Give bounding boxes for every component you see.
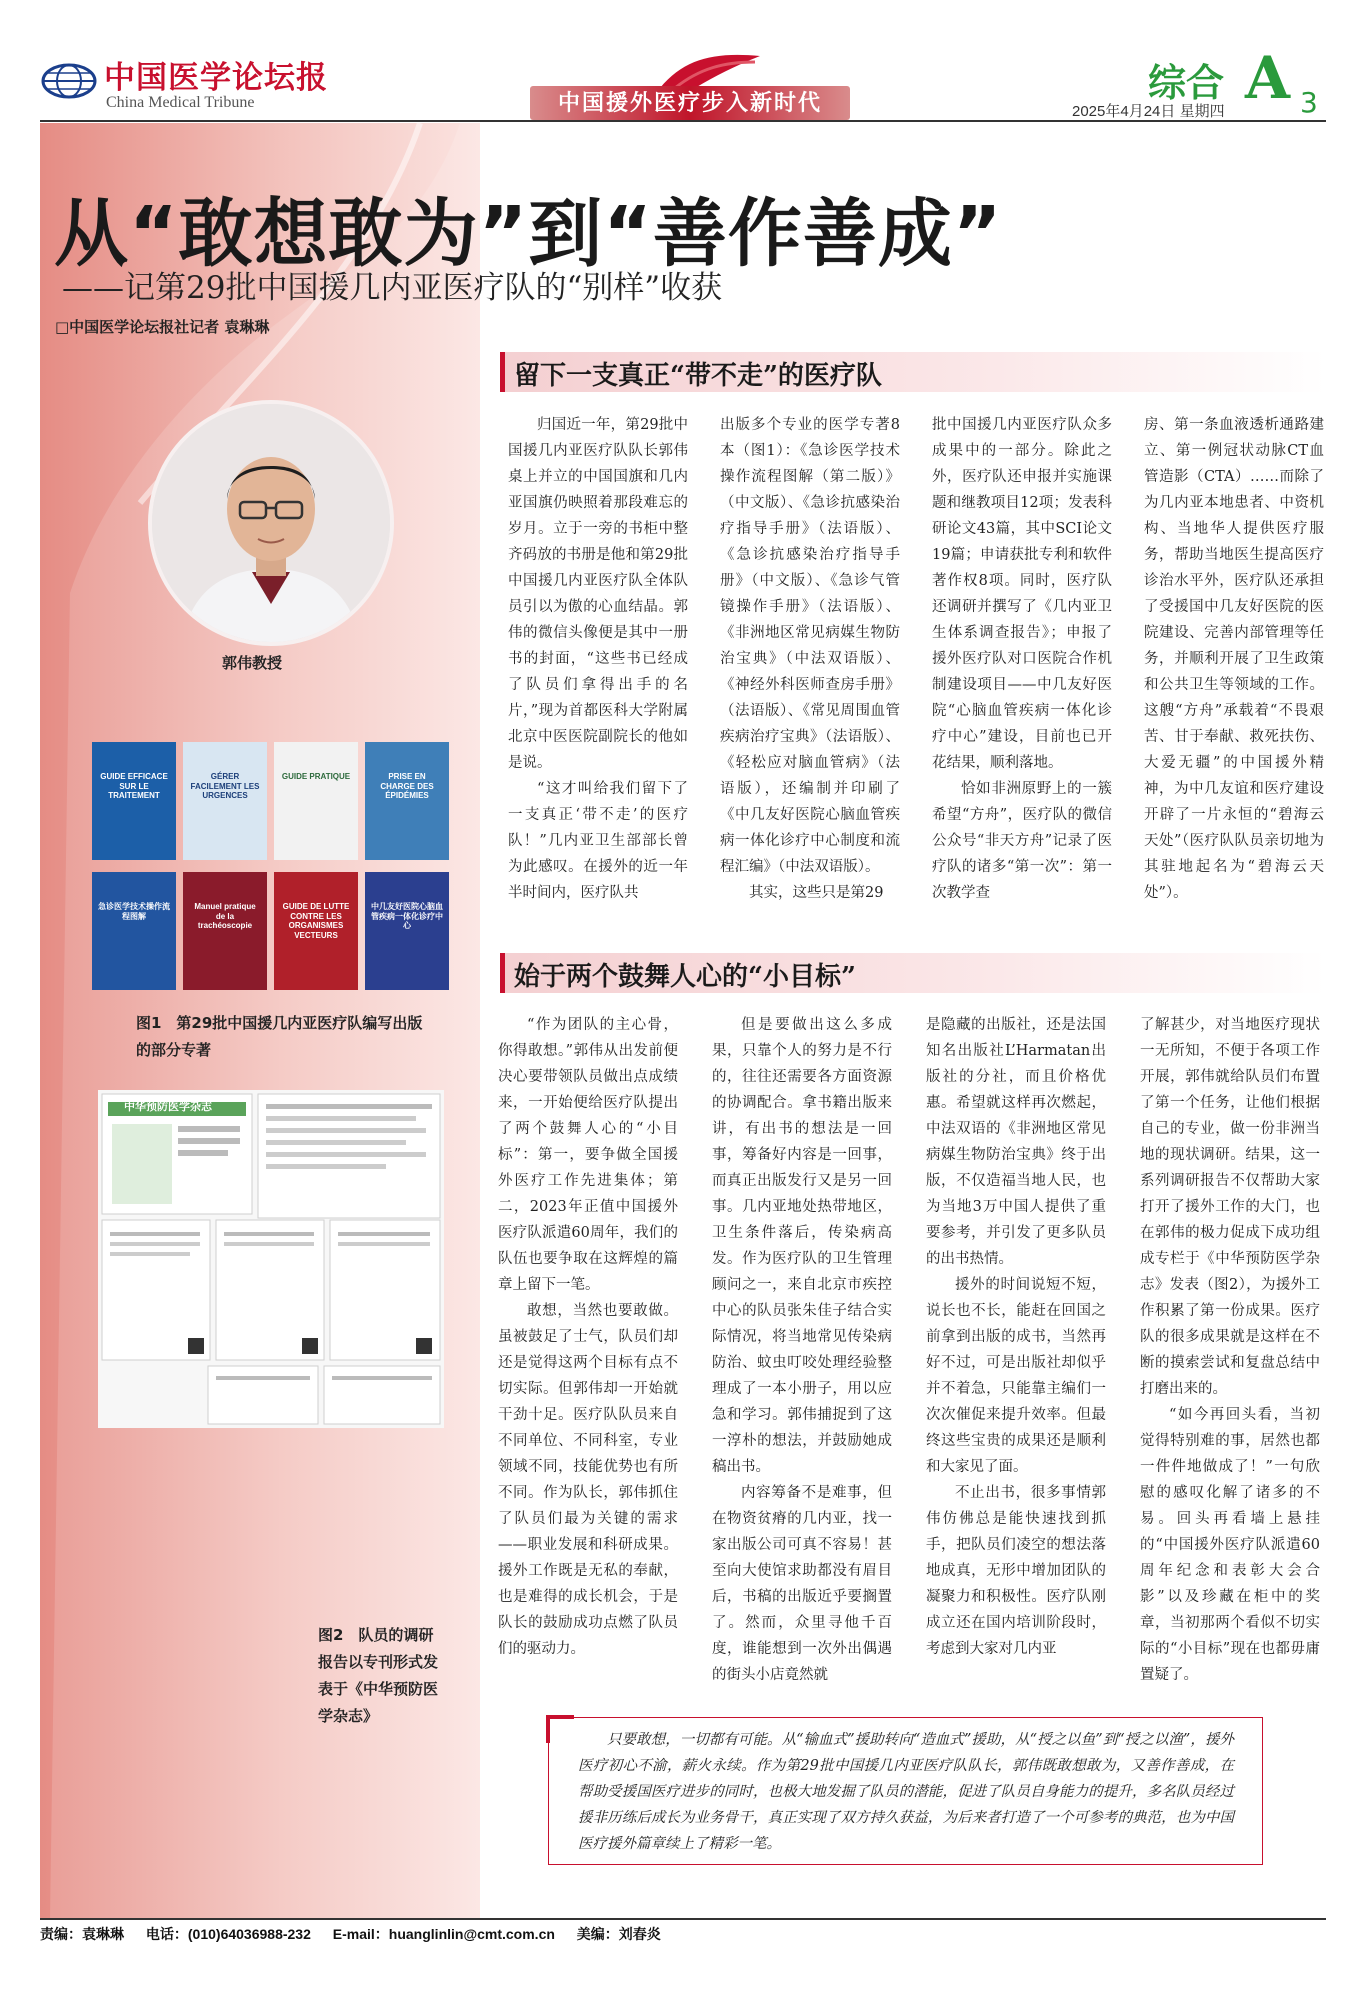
subtitle: ——记第29批中国援几内亚医疗队的“别样”收获 <box>62 270 723 306</box>
paragraph: 敢想，当然也要敢做。虽被鼓足了士气，队员们却还是觉得这两个目标有点不切实际。但郭伟却一开始就干劲十足。医疗队队员来自不同单位、不同科室，专业领域不同，技能优势也有所不同。作为队长，郭伟抓住了队员们最为关键的需求——职业发展和科研成果。援外工作既是无私的奉献，也是难得的成长机会，于是队长的鼓励成功点燃了队员们的驱动力。 <box>498 1303 678 1657</box>
book-cover: GUIDE EFFICACE SUR LE TRAITEMENT <box>92 742 176 860</box>
page-letter: A <box>1245 44 1291 112</box>
quote-corner-ornament <box>546 1715 574 1743</box>
paragraph: 但是要做出这么多成果，只靠个人的努力是不行的，往往还需要各方面资源的协调配合。拿书籍出版来讲，有出书的想法是一回事，筹备好内容是一回事，而真正出版发行又是另一回事。几内亚地处热带地区，卫生条件落后，传染病高发。作为医疗队的卫生管理顾问之一，来自北京市疾控中心的队员张朱佳子结合实际情况，将当地常见传染病防治、蚊虫叮咬处理经验整理成了一本小册子，用以应急和学习。郭伟捕捉到了这一淳朴的想法，并鼓励她成稿出书。 <box>712 1017 892 1475</box>
paragraph: 不止出书，很多事情郭伟仿佛总是能快速找到抓手，把队员们凌空的想法落地成真，无形中增加团队的凝聚力和积极性。医疗队刚成立还在国内培训阶段时，考虑到大家对几内亚 <box>926 1485 1106 1657</box>
header-divider <box>40 120 1326 122</box>
book-cover: GUIDE PRATIQUE <box>274 742 358 860</box>
footer-divider <box>40 1918 1326 1920</box>
book-cover: GÉRER FACILEMENT LES URGENCES <box>183 742 267 860</box>
book-cover: GUIDE DE LUTTE CONTRE LES ORGANISMES VECTEURS <box>274 872 358 990</box>
book-cover: 急诊医学技术操作流程图解 <box>92 872 176 990</box>
masthead-logo-en: China Medical Tribune <box>106 94 255 111</box>
paragraph: 恰如非洲原野上的一簇希望“方舟”，医疗队的微信公众号“非天方舟”记录了医疗队的诸多“第一次”：第一次教学查 <box>932 781 1112 901</box>
headline: 从“敢想敢为”到“善作善成” <box>54 191 1003 277</box>
section2-heading-text: 始于两个鼓舞人心的“小目标” <box>514 962 856 992</box>
closing-quote-text: 只要敢想，一切都有可能。从“输血式”援助转向“造血式”援助，从“授之以鱼”到“授之以渔”，援外医疗初心不渝，薪火永续。作为第29批中国援几内亚医疗队队长，郭伟既敢想敢为，又善作善成，在帮助受援国医疗进步的同时，也极大地发掘了队员的潜能，促进了队员自身能力的提升，多名队员经过援非历练后成长为业务骨干，真正实现了双方持久获益，为后来者打造了一个可参考的典范，也为中国医疗援外篇章续上了精彩一笔。 <box>578 1732 1234 1852</box>
footer <box>40 1924 679 1944</box>
paragraph: 归国近一年，第29批中国援几内亚医疗队队长郭伟桌上并立的中国国旗和几内亚国旗仍映照着那段难忘的岁月。立于一旁的书柜中整齐码放的书册是他和第29批中国援几内亚医疗队全体队员引以为傲的心血结晶。郭伟的微信头像便是其中一册书的封面，“这些书已经成了队员们拿得出手的名片，”现为首都医科大学附属北京中医医院副院长的他如是说。 <box>508 417 688 771</box>
section2-heading-bar <box>500 953 505 993</box>
paragraph: 其实，这些只是第29 <box>749 885 884 901</box>
figure2-journal-title: 中华预防医学杂志 <box>124 1100 212 1113</box>
section1-heading-bar <box>500 352 505 392</box>
portrait-person-icon <box>152 404 390 642</box>
paragraph: “作为团队的主心骨，你得敢想。”郭伟从出发前便决心要带领队员做出点成绩来，一开始便给医疗队提出了两个鼓舞人心的“小目标”：第一，要争做全国援外医疗工作先进集体；第二，2023年正值中国援外医疗队派遣60周年，我们的队伍也要争取在这辉煌的篇章上留下一笔。 <box>498 1017 678 1293</box>
figure1-caption: 图1 第29批中国援几内亚医疗队编写出版的部分专著 <box>136 1014 423 1059</box>
paragraph: 批中国援几内亚医疗队众多成果中的一部分。除此之外，医疗队还申报并实施课题和继教项目12项；发表科研论文43篇，其中SCI论文19篇；申请获批专利和软件著作权8项。同时，医疗队还调研并撰写了《几内亚卫生体系调查报告》；申报了援外医疗队对口医院合作机制建设项目——中几友好医院“心脑血管疾病一体化诊疗中心”建设，目前也已开花结果，顺利落地。 <box>932 417 1112 771</box>
byline: □中国医学论坛报社记者 袁琳琳 <box>55 318 270 336</box>
paragraph: 援外的时间说短不短，说长也不长，能赶在回国之前拿到出版的成书，当然再好不过，可是出版社却似乎并不着急，只能靠主编们一次次催促来提升效率。但最终这些宝贵的成果还是顺利和大家见了面。 <box>926 1277 1106 1475</box>
section1-heading-text: 留下一支真正“带不走”的医疗队 <box>514 361 882 391</box>
section1-column-4 <box>1144 412 1324 932</box>
section1-column-2 <box>720 412 900 932</box>
section2-column-1 <box>498 1012 678 1704</box>
footer-phone: 电话：(010)64036988-232 <box>145 1926 311 1942</box>
special-topic-banner: 中国援外医疗步入新时代 <box>530 86 850 120</box>
paragraph: 房、第一条血液透析通路建立、第一例冠状动脉CT血管造影（CTA）……而除了为几内亚本地患者、中资机构、当地华人提供医疗服务，帮助当地医生提高医疗诊治水平外，医疗队还承担了受援国中几友好医院的医院建设、完善内部管理等任务，并顺利开展了卫生政策和公共卫生等领域的工作。这艘“方舟”承载着“不畏艰苦、甘于奉献、救死扶伤、大爱无疆”的中国援外精神，为中几友谊和医疗建设开辟了一片永恒的“碧海云天处”（医疗队队员亲切地为其驻地起名为“碧海云天处”）。 <box>1144 417 1324 901</box>
paragraph: 了解甚少，对当地医疗现状一无所知，不便于各项工作开展，郭伟就给队员们布置了第一个任务，让他们根据自己的专业，做一份非洲当地的现状调研。结果，这一系列调研报告不仅帮助大家打开了援外工作的大门，也在郭伟的极力促成下成功组成专栏于《中华预防医学杂志》发表（图2），为援外工作积累了第一份成果。医疗队的很多成果就是这样在不断的摸索尝试和复盘总结中打磨出来的。 <box>1140 1017 1320 1397</box>
footer-email: E-mail：huanglinlin@cmt.com.cn <box>332 1926 555 1942</box>
portrait-photo <box>148 400 394 646</box>
portrait-caption: 郭伟教授 <box>222 654 283 672</box>
footer-editor: 责编：袁琳琳 <box>40 1926 124 1942</box>
section2-heading <box>500 953 1326 993</box>
page-number: 3 <box>1300 86 1318 119</box>
book-cover: 中几友好医院心脑血管疾病一体化诊疗中心 <box>365 872 449 990</box>
section2-column-4 <box>1140 1012 1320 1704</box>
section1-column-3 <box>932 412 1112 932</box>
section1-heading <box>500 352 1326 392</box>
paragraph: 内容筹备不是难事，但在物资贫瘠的几内亚，找一家出版公司可真不容易！甚至向大使馆求助都没有眉目后，书稿的出版近乎要搁置了。然而，众里寻他千百度，谁能想到一次外出偶遇的街头小店竟然就 <box>712 1485 892 1683</box>
paragraph: “这才叫给我们留下了一支真正‘带不走’的医疗队！”几内亚卫生部部长曾为此感叹。在援外的近一年半时间内，医疗队共 <box>508 781 688 901</box>
book-cover: Manuel pratique de la trachéoscopie <box>183 872 267 990</box>
paragraph: 是隐藏的出版社，还是法国知名出版社L’Harmatan出版社的分社，而且价格优惠。希望就这样再次燃起，中法双语的《非洲地区常见病媒生物防治宝典》终于出版，不仅造福当地人民，也为当地3万中国人提供了重要参考，并引发了更多队员的出书热情。 <box>926 1017 1106 1267</box>
paragraph: “如今再回头看，当初觉得特别难的事，居然也都一件件地做成了！”一句欣慰的感叹化解了诸多的不易。回头再看墙上悬挂的“中国援外医疗队派遣60周年纪念和表彰大会合影”以及珍藏在柜中的奖章，当初那两个看似不切实际的“小目标”现在也都毋庸置疑了。 <box>1140 1407 1320 1683</box>
issue-date: 2025年4月24日 星期四 <box>1072 103 1225 120</box>
section2-column-3 <box>926 1012 1106 1704</box>
masthead-logo-cn: 中国医学论坛报 <box>104 60 328 96</box>
figure2-journal-collage <box>98 1090 444 1428</box>
footer-designer: 美编：刘春炎 <box>576 1926 661 1942</box>
section1-column-1 <box>508 412 688 932</box>
book-cover: PRISE EN CHARGE DES ÉPIDÉMIES <box>365 742 449 860</box>
globe-logo-icon <box>40 62 98 100</box>
section2-column-2 <box>712 1012 892 1704</box>
figure2-caption: 图2 队员的调研报告以专刊形式发表于《中华预防医学杂志》 <box>318 1626 439 1725</box>
paragraph: 出版多个专业的医学专著8本（图1）：《急诊医学技术操作流程图解（第二版）》（中文版）、《急诊抗感染治疗指导手册》（法语版）、《急诊抗感染治疗指导手册》（中文版）、《急诊气管镜操作手册》（法语版）、《非洲地区常见病媒生物防治宝典》（中法双语版）、《神经外科医师查房手册》（法语版）、《常见周围血管疾病治疗宝典》（法语版）、《轻松应对脑血管病》（法语版），还编制并印刷了《中几友好医院心脑血管疾病一体化诊疗中心制度和流程汇编》（中法双语版）。 <box>720 417 900 875</box>
section-name: 综合 <box>1148 61 1225 105</box>
